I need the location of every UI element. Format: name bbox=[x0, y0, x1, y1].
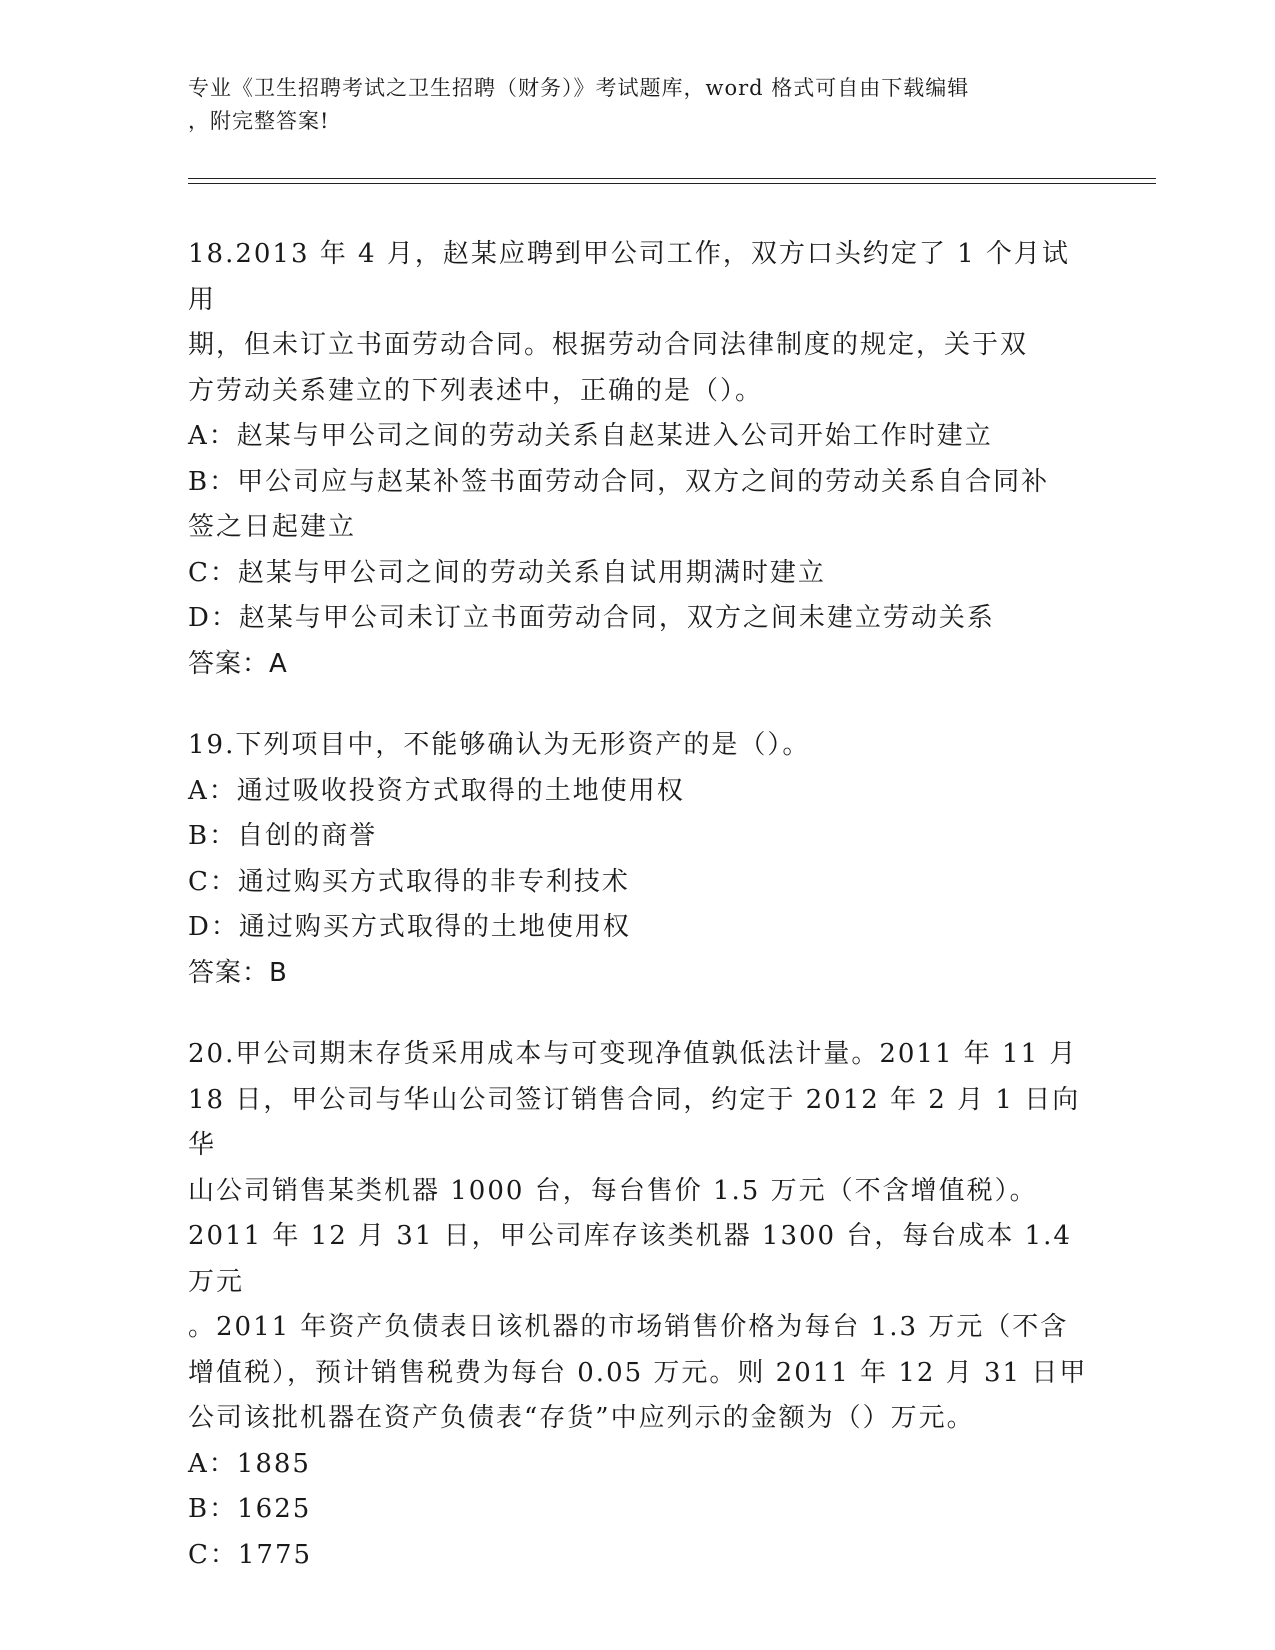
question-stem-line: 20.甲公司期末存货采用成本与可变现净值孰低法计量。2011 年 11 月 bbox=[188, 1039, 1078, 1069]
option-line: D：赵某与甲公司未订立书面劳动合同，双方之间未建立劳动关系 bbox=[188, 603, 995, 633]
question-stem-line: 18.2013 年 4 月，赵某应聘到甲公司工作，双方口头约定了 1 个月试用 bbox=[188, 239, 1070, 315]
option-line: C：赵某与甲公司之间的劳动关系自试用期满时建立 bbox=[188, 557, 826, 588]
question-stem-line: 。2011 年资产负债表日该机器的市场销售价格为每台 1.3 万元（不含 bbox=[188, 1312, 1069, 1342]
question-stem-line: 增值税），预计销售税费为每台 0.05 万元。则 2011 年 12 月 31 日甲 bbox=[188, 1357, 1088, 1388]
header-rule-top bbox=[188, 178, 1156, 179]
document-header bbox=[188, 72, 1068, 138]
option-line: D：通过购买方式取得的土地使用权 bbox=[188, 912, 631, 942]
option-line: A：通过吸收投资方式取得的土地使用权 bbox=[188, 775, 685, 806]
question-stem-line: 公司该批机器在资产负债表“存货”中应列示的金额为（）万元。 bbox=[188, 1403, 975, 1433]
question-stem-line: 方劳动关系建立的下列表述中，正确的是（）。 bbox=[188, 375, 764, 406]
question-stem-line: 2011 年 12 月 31 日，甲公司库存该类机器 1300 台，每台成本 1.4 万元 bbox=[188, 1221, 1072, 1297]
question-stem-line: 18 日，甲公司与华山公司签订销售合同，约定于 2012 年 2 月 1 日向华 bbox=[188, 1084, 1081, 1160]
option-line: B：甲公司应与赵某补签书面劳动合同，双方之间的劳动关系自合同补 bbox=[188, 466, 1050, 497]
option-line: A：赵某与甲公司之间的劳动关系自赵某进入公司开始工作时建立 bbox=[188, 421, 993, 451]
option-line: C：通过购买方式取得的非专利技术 bbox=[188, 866, 630, 897]
option-line: C：1775 bbox=[188, 1539, 313, 1570]
answer-line: 答案：A bbox=[188, 648, 288, 679]
question-list bbox=[188, 232, 1088, 1614]
question-block bbox=[188, 723, 1088, 996]
question-stem-line: 山公司销售某类机器 1000 台，每台售价 1.5 万元（不含增值税）。 bbox=[188, 1175, 1038, 1206]
header-line-1: 专业《卫生招聘考试之卫生招聘（财务）》考试题库，word 格式可自由下载编辑 bbox=[188, 76, 970, 100]
question-stem-line: 19.下列项目中，不能够确认为无形资产的是（）。 bbox=[188, 730, 811, 760]
question-block bbox=[188, 1032, 1088, 1578]
option-line: A：1885 bbox=[188, 1448, 311, 1479]
header-rule-bottom bbox=[188, 183, 1156, 184]
option-line: 签之日起建立 bbox=[188, 512, 357, 542]
header-line-2: ，附完整答案! bbox=[188, 109, 330, 133]
option-line: B：自创的商誉 bbox=[188, 821, 378, 851]
option-line: B：1625 bbox=[188, 1494, 312, 1524]
question-block bbox=[188, 232, 1088, 687]
answer-line: 答案：B bbox=[188, 957, 288, 988]
question-stem-line: 期，但未订立书面劳动合同。根据劳动合同法律制度的规定，关于双 bbox=[188, 330, 1029, 360]
